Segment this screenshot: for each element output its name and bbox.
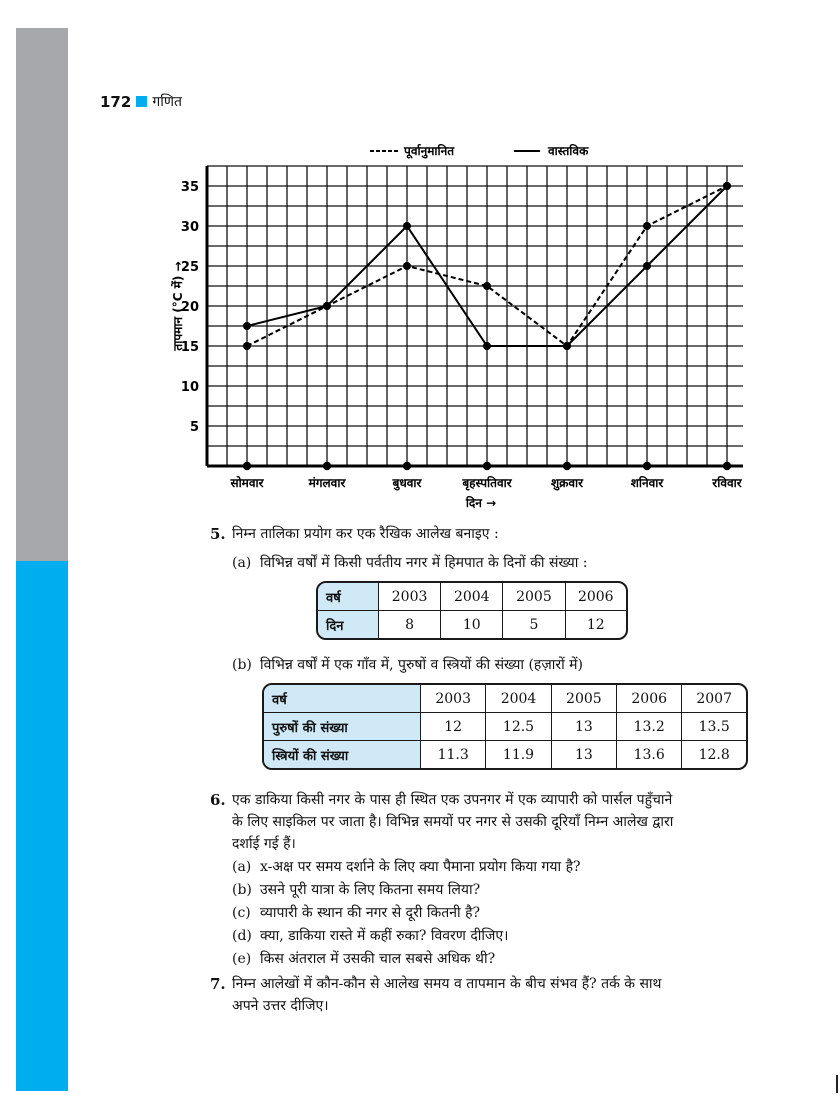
x-tick-dot xyxy=(323,462,331,470)
data-point xyxy=(723,182,731,190)
x-tick-dot xyxy=(483,462,491,470)
x-tick-label: बृहस्पतिवार xyxy=(462,476,512,490)
q6-part-label: (a) xyxy=(232,859,252,875)
table-cell: 2007 xyxy=(682,685,746,713)
table-cell: स्त्रियों की संख्या xyxy=(264,741,421,768)
q6-part-d xyxy=(232,925,508,947)
q6-part-e xyxy=(232,948,495,970)
table-cell: 2006 xyxy=(566,583,626,611)
data-point xyxy=(403,222,411,230)
y-tick-label: 10 xyxy=(180,380,199,395)
q6-part-label: (b) xyxy=(232,882,252,898)
q6-part-text: व्यापारी के स्थान की नगर से दूरी कितनी है? xyxy=(260,905,481,921)
table-row xyxy=(318,611,626,638)
q7-number: 7. xyxy=(210,975,226,993)
table-cell: 11.9 xyxy=(486,741,551,768)
q5a-label: (a) xyxy=(232,555,252,571)
q6-part-text: उसने पूरी यात्रा के लिए कितना समय लिया? xyxy=(260,882,481,898)
x-tick-label: रविवार xyxy=(712,476,742,490)
table-cell: वर्ष xyxy=(264,685,421,713)
q6-part-text: क्या, डाकिया रास्ते में कहीं रुका? विवरण दीजिए। xyxy=(260,928,509,944)
table-cell: 2003 xyxy=(421,685,486,713)
q5a-line xyxy=(232,552,588,574)
table-cell: 8 xyxy=(379,611,441,638)
q5-number: 5. xyxy=(210,525,226,543)
table-cell: पुरुषों की संख्या xyxy=(264,713,421,741)
data-point xyxy=(483,282,491,290)
y-tick-label: 20 xyxy=(180,300,199,315)
data-point xyxy=(323,302,331,310)
data-point xyxy=(483,342,491,350)
y-tick-label: 15 xyxy=(180,340,199,355)
q5b-text: विभिन्न वर्षों में एक गाँव में, पुरुषों व स्त्रियों की संख्या (हज़ारों में) xyxy=(260,657,583,673)
legend-label-forecast: पूर्वानुमानित xyxy=(404,144,455,158)
y-tick-label: 25 xyxy=(180,260,199,275)
population-table xyxy=(262,683,748,770)
page-number: 172 xyxy=(100,92,132,111)
q5a-text: विभिन्न वर्षों में किसी पर्वतीय नगर में हिमपात के दिनों की संख्या : xyxy=(260,555,588,571)
q6-part-a xyxy=(232,856,581,878)
table-cell: 12.5 xyxy=(486,713,551,741)
table-cell: 10 xyxy=(441,611,503,638)
table-cell: 2004 xyxy=(441,583,503,611)
edge-mark xyxy=(836,1075,838,1093)
y-tick-label: 35 xyxy=(180,180,199,195)
table-cell: 12.8 xyxy=(698,746,730,763)
table-cell: 13.5 xyxy=(682,713,746,741)
table-cell: 13.2 xyxy=(617,713,682,741)
q6-line3: दर्शाई गई हैं। xyxy=(232,836,296,852)
x-tick-dot xyxy=(723,462,731,470)
q6-part-c xyxy=(232,902,480,924)
q6-part-b xyxy=(232,879,480,901)
data-point xyxy=(643,262,651,270)
x-tick-label: मंगलवार xyxy=(308,476,346,490)
x-tick-label: बुधवार xyxy=(392,476,422,490)
data-point xyxy=(643,222,651,230)
data-point xyxy=(403,262,411,270)
q6-part-text: x-अक्ष पर समय दर्शाने के लिए क्या पैमाना प्रयोग किया गया है? xyxy=(260,859,581,875)
table-cell: 11.3 xyxy=(421,741,486,768)
data-point xyxy=(243,342,251,350)
q5b-line xyxy=(232,654,583,676)
y-axis-label: तापमान (°C में) → xyxy=(171,261,185,351)
table-cell: 12 xyxy=(421,713,486,741)
table-row xyxy=(264,713,746,741)
table-cell: 12 xyxy=(586,616,605,633)
table-row xyxy=(318,583,626,611)
q6-part-label: (d) xyxy=(232,928,252,944)
q7-line1: निम्न आलेखों में कौन-कौन से आलेख समय व तापमान के बीच संभव हैं? तर्क के साथ xyxy=(232,976,662,992)
x-tick-label: सोमवार xyxy=(230,476,264,490)
x-tick-dot xyxy=(243,462,251,470)
temperature-chart xyxy=(0,0,840,520)
q5-text: निम्न तालिका प्रयोग कर एक रैखिक आलेख बनाइए : xyxy=(232,526,499,542)
table-cell: 13 xyxy=(552,741,617,768)
x-tick-dot xyxy=(643,462,651,470)
table-cell: 2006 xyxy=(617,685,682,713)
y-tick-label: 30 xyxy=(180,220,199,235)
q6-part-label: (e) xyxy=(232,951,252,967)
table-row xyxy=(264,685,746,713)
subject-title: गणित xyxy=(152,94,182,110)
table-cell: 2005 xyxy=(552,685,617,713)
table-cell: दिन xyxy=(318,611,379,638)
q6-line2: के लिए साइकिल पर जाता है। विभिन्न समयों पर नगर से उसकी दूरियाँ निम्न आलेख द्वारा xyxy=(232,814,674,830)
q5b-label: (b) xyxy=(232,657,252,673)
chart-labels xyxy=(171,144,743,510)
table-cell: 2003 xyxy=(379,583,441,611)
table-cell: 2005 xyxy=(503,583,565,611)
x-tick-dot xyxy=(403,462,411,470)
q6-part-label: (c) xyxy=(232,905,251,921)
q7-line2: अपने उत्तर दीजिए। xyxy=(232,998,329,1014)
table-row xyxy=(264,741,746,768)
side-band-blue xyxy=(16,561,68,1091)
x-tick-label: शनिवार xyxy=(630,476,664,490)
table-cell: 5 xyxy=(503,611,565,638)
legend-label-actual: वास्तविक xyxy=(548,144,589,158)
y-tick-label: 5 xyxy=(189,420,199,435)
table-cell: 13.6 xyxy=(617,741,682,768)
q6-number: 6. xyxy=(210,791,226,809)
x-axis-label: दिन → xyxy=(465,496,497,510)
table-cell: 13 xyxy=(552,713,617,741)
data-point xyxy=(243,322,251,330)
x-tick-label: शुक्रवार xyxy=(550,476,584,490)
q6-line1: एक डाकिया किसी नगर के पास ही स्थित एक उपनगर में एक व्यापारी को पार्सल पहुँचाने xyxy=(232,792,673,808)
snowfall-table xyxy=(316,581,628,640)
table-cell: 2004 xyxy=(486,685,551,713)
q6-part-text: किस अंतराल में उसकी चाल सबसे अधिक थी? xyxy=(260,951,496,967)
table-cell: वर्ष xyxy=(318,583,379,611)
data-point xyxy=(563,342,571,350)
x-tick-dot xyxy=(563,462,571,470)
